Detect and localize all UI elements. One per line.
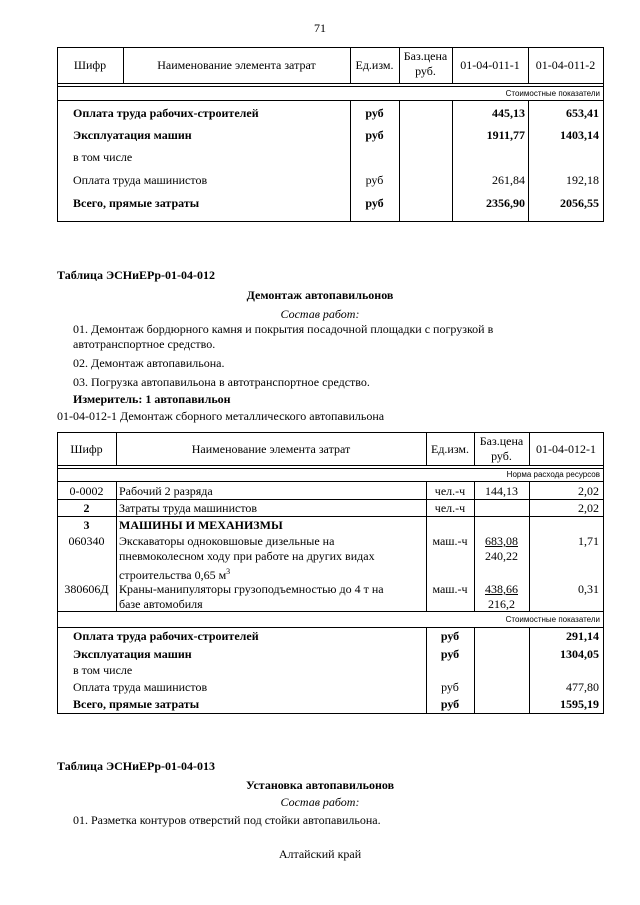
- row-unit: руб: [365, 106, 384, 120]
- work-item: 02. Демонтаж автопавильона.: [73, 356, 225, 370]
- row-price-secondary: 240,22: [485, 549, 518, 563]
- row-value: 2356,90: [486, 196, 525, 210]
- row-unit: чел.-ч: [434, 501, 466, 515]
- row-value: 653,41: [566, 106, 599, 120]
- row-value: 261,84: [492, 173, 525, 187]
- row-name: Рабочий 2 разряда: [119, 484, 213, 498]
- row-name: Краны-манипуляторы грузоподъемностью до 4 т на: [119, 582, 384, 596]
- row-name: Оплата труда машинистов: [73, 173, 208, 187]
- row-name: пневмоколесном ходу при работе на других видах: [119, 549, 375, 563]
- row-value: 1595,19: [560, 697, 599, 711]
- row-price: 438,66: [485, 582, 518, 596]
- header-col-011-1: 01-04-011-1: [460, 58, 520, 72]
- row-value: 1,71: [578, 534, 599, 548]
- header-base-price-unit: руб.: [415, 64, 436, 78]
- row-unit: руб: [441, 680, 459, 694]
- section-label: Стоимостные показатели: [505, 89, 600, 98]
- header-code: Шифр: [73, 58, 107, 72]
- row-value: 192,18: [566, 173, 599, 187]
- row-unit: руб: [440, 647, 460, 661]
- row-value: 1911,77: [486, 128, 525, 142]
- row-unit: руб: [440, 629, 460, 643]
- table-title-013: Таблица ЭСНиЕРр-01-04-013: [57, 759, 216, 773]
- header-unit: Ед.изм.: [430, 442, 470, 456]
- header-col-011-2: 01-04-011-2: [535, 58, 596, 72]
- header-base-price: Баз.цена: [403, 49, 448, 63]
- meter-label: Измеритель: 1 автопавильон: [73, 392, 231, 406]
- row-name: базе автомобиля: [119, 597, 203, 611]
- header-col-012-1: 01-04-012-1: [536, 442, 596, 456]
- work-item: 03. Погрузка автопавильона в автотранспортное средство.: [73, 375, 370, 389]
- section-title-013: Установка автопавильонов: [245, 778, 395, 792]
- row-value: 2056,55: [560, 196, 599, 210]
- row-unit: маш.-ч: [432, 534, 468, 548]
- row-name: Экскаваторы одноковшовые дизельные на: [119, 534, 335, 548]
- row-value: 445,13: [492, 106, 525, 120]
- row-unit: руб: [440, 697, 460, 711]
- header-name: Наименование элемента затрат: [157, 58, 316, 72]
- row-name: Всего, прямые затраты: [73, 196, 200, 210]
- row-code: 3: [83, 518, 90, 532]
- work-composition-label: Состав работ:: [280, 795, 360, 809]
- row-code: 380606Д: [64, 582, 109, 596]
- row-name: в том числе: [73, 150, 133, 164]
- row-name: Всего, прямые затраты: [73, 697, 200, 711]
- row-name: Затраты труда машинистов: [119, 501, 258, 515]
- row-value: 477,80: [566, 680, 599, 694]
- row-unit: руб: [365, 128, 384, 142]
- row-code: 060340: [68, 534, 105, 548]
- item-description: 01-04-012-1 Демонтаж сборного металлического автопавильона: [57, 409, 385, 423]
- work-composition-label: Состав работ:: [280, 307, 360, 321]
- header-base-price-unit: руб.: [491, 449, 512, 463]
- row-unit: руб: [365, 173, 384, 187]
- row-value: 2,02: [578, 484, 599, 498]
- header-code: Шифр: [70, 442, 103, 456]
- header-unit: Ед.изм.: [355, 58, 394, 72]
- row-name: Эксплуатация машин: [73, 128, 192, 142]
- row-name: Оплата труда машинистов: [73, 680, 208, 694]
- row-code: 0-0002: [69, 484, 104, 498]
- row-name: Эксплуатация машин: [73, 647, 192, 661]
- row-value: 0,31: [578, 582, 599, 596]
- page-number: 71: [314, 21, 326, 35]
- header-name: Наименование элемента затрат: [191, 442, 351, 456]
- row-code: 2: [83, 501, 90, 515]
- work-item: 01. Разметка контуров отверстий под стойки автопавильона.: [73, 813, 381, 827]
- row-value: 291,14: [566, 629, 599, 643]
- work-item: 01. Демонтаж бордюрного камня и покрытия посадочной площадки с погрузкой в: [73, 322, 494, 336]
- row-unit: руб: [365, 196, 384, 210]
- row-value: 1403,14: [560, 128, 599, 142]
- row-price: 683,08: [485, 534, 518, 548]
- section-title-012: Демонтаж автопавильонов: [246, 288, 394, 302]
- work-item: автотранспортное средство.: [73, 337, 216, 351]
- header-base-price: Баз.цена: [479, 434, 524, 448]
- row-name: строительства 0,65 $м^3$: [119, 567, 231, 582]
- row-value: 1304,05: [560, 647, 599, 661]
- row-name: Оплата труда рабочих-строителей: [73, 106, 259, 120]
- table-title-012: Таблица ЭСНиЕРр-01-04-012: [57, 268, 216, 282]
- row-name: МАШИНЫ И МЕХАНИЗМЫ: [119, 518, 283, 532]
- section-label: Норма расхода ресурсов: [506, 470, 600, 479]
- row-name: в том числе: [73, 663, 133, 677]
- page-footer-region: Алтайский край: [278, 847, 362, 861]
- row-price-secondary: 216,2: [488, 597, 515, 611]
- row-name: Оплата труда рабочих-строителей: [73, 629, 259, 643]
- section-label: Стоимостные показатели: [505, 615, 600, 624]
- row-unit: маш.-ч: [432, 582, 468, 596]
- row-value: 2,02: [578, 501, 599, 515]
- row-price: 144,13: [485, 484, 518, 498]
- row-unit: чел.-ч: [434, 484, 466, 498]
